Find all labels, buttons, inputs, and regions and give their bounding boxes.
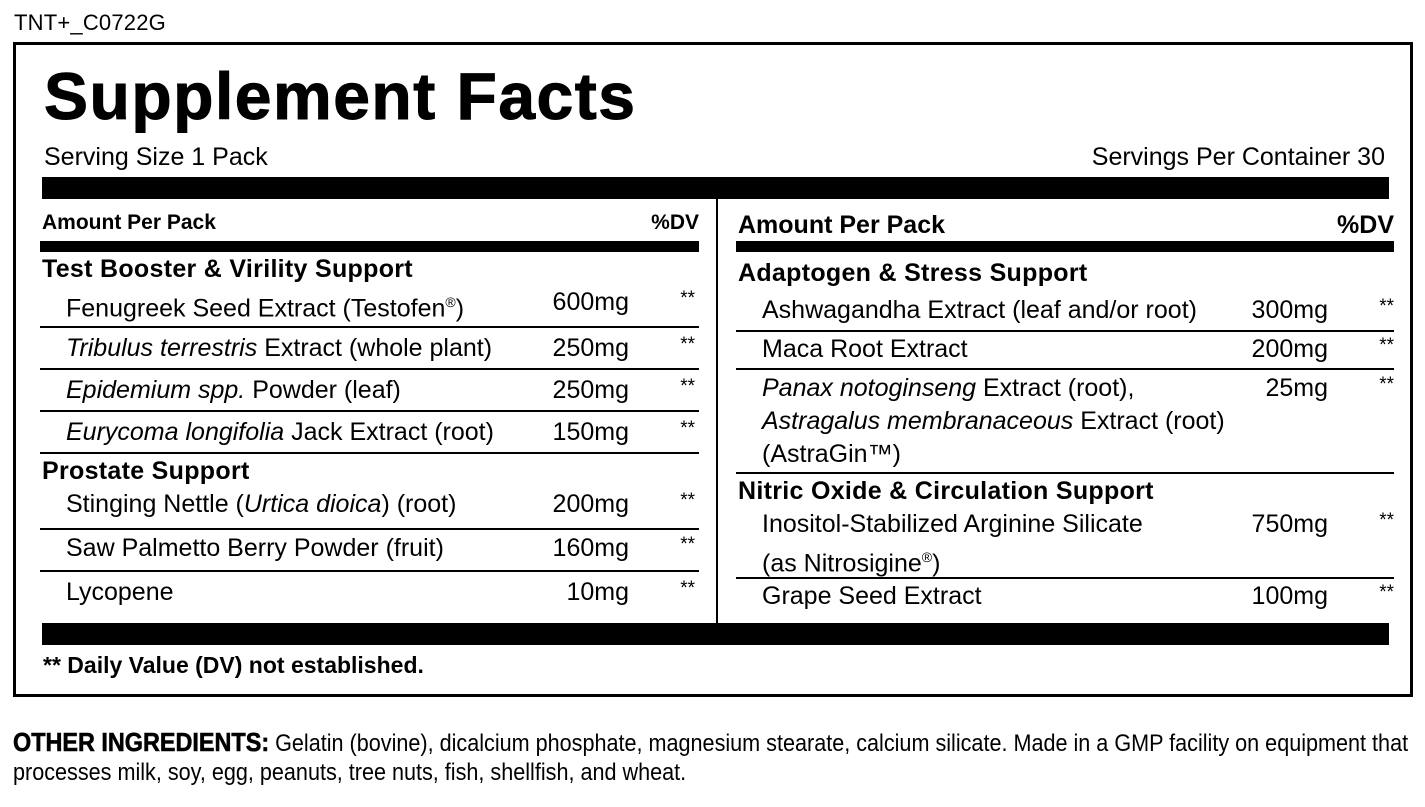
ingredient-dv: ** (680, 490, 695, 511)
ingredient-dv: ** (680, 288, 695, 309)
ingredient-dv: ** (1379, 582, 1394, 603)
ingredient-amount: 750mg (1251, 510, 1328, 538)
amount-per-pack-label: Amount Per Pack (42, 211, 216, 234)
ingredient-dv: ** (1379, 374, 1394, 395)
thick-divider-bottom (42, 623, 1389, 645)
amount-per-pack-label: Amount Per Pack (738, 211, 946, 239)
ingredient-dv: ** (1379, 335, 1394, 356)
ingredient-row (40, 572, 699, 612)
ingredient-dv: ** (680, 534, 695, 555)
right-column-header (736, 199, 1394, 241)
ingredient-amount: 100mg (1251, 582, 1328, 610)
ingredient-name: Maca Root Extract (762, 335, 968, 363)
ingredient-dv: ** (680, 334, 695, 355)
ingredient-row (736, 579, 1394, 619)
ingredient-amount: 200mg (1251, 335, 1328, 363)
ingredient-amount: 200mg (552, 490, 629, 518)
ingredient-amount: 150mg (552, 418, 629, 446)
ingredient-dv: ** (680, 578, 695, 599)
ingredient-row (40, 530, 699, 572)
ingredient-name: Stinging Nettle (Urtica dioica) (root) (66, 490, 457, 518)
ingredient-row (736, 332, 1394, 370)
ingredient-name: Ashwagandha Extract (leaf and/or root) (762, 296, 1197, 324)
ingredient-name: Grape Seed Extract (762, 582, 982, 610)
product-code: TNT+_C0722G (14, 10, 166, 35)
ingredient-row (736, 508, 1394, 579)
ingredient-amount: 250mg (552, 334, 629, 362)
ingredient-amount: 300mg (1251, 296, 1328, 324)
ingredient-dv: ** (1379, 510, 1394, 531)
serving-size: Serving Size 1 Pack (44, 143, 268, 171)
right-column (736, 199, 1394, 619)
ingredient-name: Saw Palmetto Berry Powder (fruit) (66, 534, 444, 562)
panel-title: Supplement Facts (44, 59, 637, 133)
column-divider (716, 199, 718, 623)
thick-divider-top (42, 177, 1389, 199)
ingredient-row (40, 328, 699, 370)
other-ingredients (13, 728, 1417, 787)
ingredient-amount: 250mg (552, 376, 629, 404)
supplement-facts-panel (13, 42, 1413, 697)
header-rule (40, 241, 699, 252)
ingredient-name: Panax notoginseng Extract (root), Astragalus membranaceous Extract (root) (AstraGin™) (762, 374, 1225, 468)
dv-header-label: %DV (651, 211, 699, 234)
ingredient-row (40, 488, 699, 530)
ingredient-amount: 25mg (1265, 374, 1328, 402)
ingredient-amount: 10mg (566, 578, 629, 606)
ingredient-row (40, 370, 699, 412)
ingredient-name: Inositol-Stabilized Arginine Silicate (as Nitrosigine®) (762, 510, 1143, 578)
other-ingredients-text: Gelatin (bovine), dicalcium phosphate, magnesium stearate, calcium silicate. Made in a GMP facility on equipment that processes milk, soy, egg, peanuts, tree nuts, fish, shellfish, and wheat. (13, 730, 1409, 786)
other-ingredients-label: OTHER INGREDIENTS: (13, 727, 270, 757)
ingredient-name: Fenugreek Seed Extract (Testofen®) (66, 294, 465, 323)
ingredient-name: Epidemium spp. Powder (leaf) (66, 376, 401, 404)
ingredient-amount: 600mg (552, 288, 629, 316)
servings-per-container: Servings Per Container 30 (1091, 143, 1385, 171)
ingredient-dv: ** (680, 376, 695, 397)
ingredient-row (736, 292, 1394, 332)
section-title-nitric-oxide: Nitric Oxide & Circulation Support (738, 477, 1154, 505)
section-title-test-booster: Test Booster & Virility Support (42, 255, 413, 283)
section-title-prostate: Prostate Support (42, 457, 250, 485)
dv-footnote: ** Daily Value (DV) not established. (43, 652, 424, 678)
ingredient-name: Lycopene (66, 578, 174, 606)
ingredient-row (40, 286, 699, 328)
ingredient-row (40, 412, 699, 454)
ingredient-dv: ** (680, 418, 695, 439)
ingredient-dv: ** (1379, 296, 1394, 317)
ingredient-row (736, 370, 1394, 474)
header-rule (736, 241, 1394, 252)
left-column (40, 199, 699, 612)
dv-header-label: %DV (1337, 211, 1394, 239)
left-column-header (40, 199, 699, 241)
ingredient-name: Eurycoma longifolia Jack Extract (root) (66, 418, 494, 446)
ingredient-name: Tribulus terrestris Extract (whole plant) (66, 334, 493, 362)
section-title-adaptogen: Adaptogen & Stress Support (738, 259, 1088, 287)
ingredient-amount: 160mg (552, 534, 629, 562)
